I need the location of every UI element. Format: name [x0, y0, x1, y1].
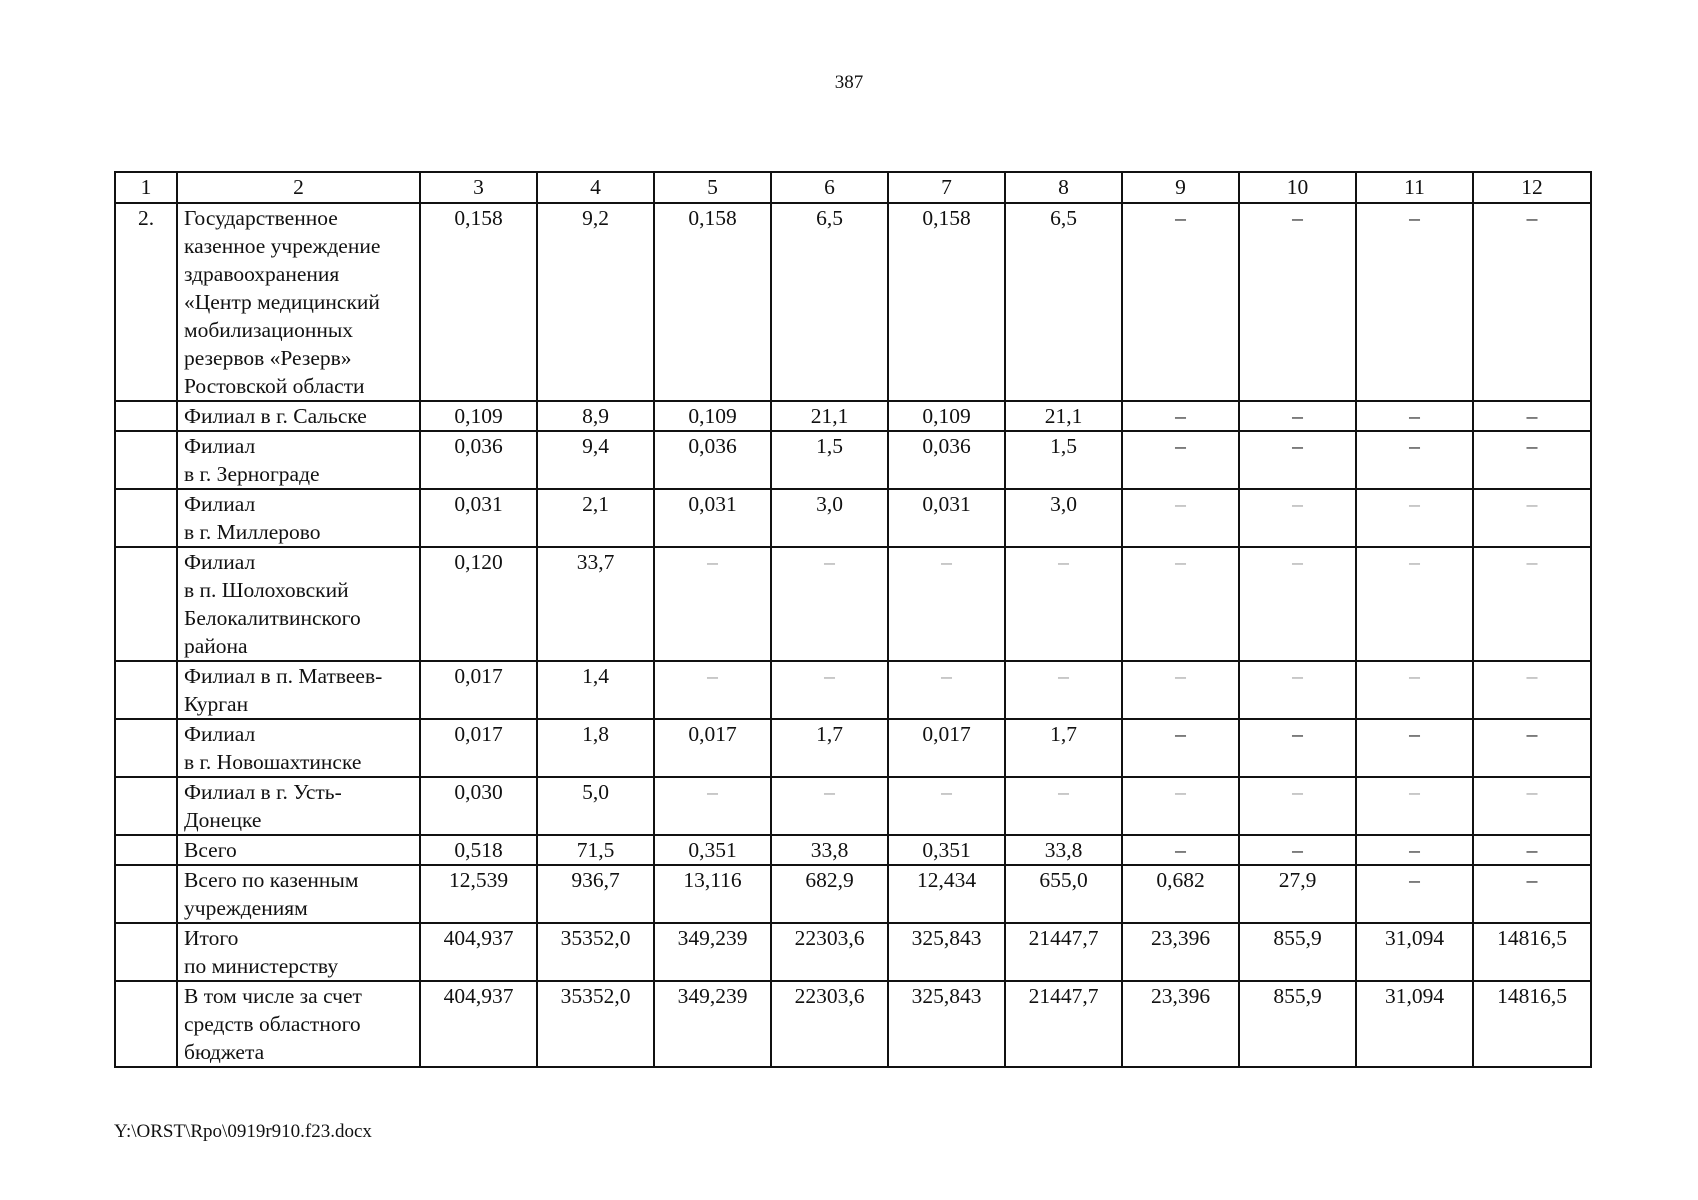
table-row: [115, 401, 1591, 431]
table-row: [115, 489, 1591, 547]
table-row: [115, 203, 1591, 401]
value-cell: 0,031: [888, 489, 1005, 547]
value-cell: 3,0: [771, 489, 888, 547]
value-cell: –: [1239, 489, 1356, 547]
value-cell: 0,158: [420, 203, 537, 401]
table-row: [115, 981, 1591, 1067]
value-cell: 1,4: [537, 661, 654, 719]
value-cell: 0,031: [654, 489, 771, 547]
header-cell: 10: [1239, 172, 1356, 203]
table-row: [115, 777, 1591, 835]
row-name-cell: Всего по казенным учреждениям: [177, 865, 420, 923]
row-name-cell: Итого по министерству: [177, 923, 420, 981]
value-cell: 0,017: [420, 719, 537, 777]
value-cell: 3,0: [1005, 489, 1122, 547]
value-cell: –: [771, 547, 888, 661]
value-cell: 71,5: [537, 835, 654, 865]
table-body: [115, 172, 1591, 1067]
value-cell: 0,017: [420, 661, 537, 719]
value-cell: –: [1122, 547, 1239, 661]
header-cell: 7: [888, 172, 1005, 203]
value-cell: –: [1473, 865, 1591, 923]
value-cell: –: [888, 661, 1005, 719]
value-cell: 35352,0: [537, 923, 654, 981]
value-cell: 404,937: [420, 923, 537, 981]
value-cell: 21447,7: [1005, 923, 1122, 981]
value-cell: 1,5: [771, 431, 888, 489]
row-name-cell: Филиал в г. Миллерово: [177, 489, 420, 547]
row-number-cell: [115, 401, 177, 431]
value-cell: 0,017: [654, 719, 771, 777]
value-cell: 31,094: [1356, 923, 1473, 981]
row-name-cell: Филиал в г. Усть- Донецке: [177, 777, 420, 835]
row-number-cell: [115, 981, 177, 1067]
value-cell: –: [1473, 719, 1591, 777]
value-cell: 31,094: [1356, 981, 1473, 1067]
value-cell: 33,8: [1005, 835, 1122, 865]
value-cell: 0,031: [420, 489, 537, 547]
header-cell: 3: [420, 172, 537, 203]
table-row: [115, 835, 1591, 865]
value-cell: –: [1122, 719, 1239, 777]
value-cell: 0,109: [888, 401, 1005, 431]
value-cell: 0,158: [888, 203, 1005, 401]
value-cell: –: [1122, 489, 1239, 547]
row-name-cell: Филиал в г. Зернограде: [177, 431, 420, 489]
value-cell: 23,396: [1122, 923, 1239, 981]
value-cell: –: [1122, 661, 1239, 719]
value-cell: –: [1356, 719, 1473, 777]
table-row: [115, 431, 1591, 489]
header-cell: 12: [1473, 172, 1591, 203]
value-cell: –: [1473, 835, 1591, 865]
row-number-cell: [115, 719, 177, 777]
value-cell: –: [888, 777, 1005, 835]
value-cell: 0,351: [888, 835, 1005, 865]
table-row: [115, 661, 1591, 719]
value-cell: –: [888, 547, 1005, 661]
value-cell: 0,036: [420, 431, 537, 489]
header-cell: 6: [771, 172, 888, 203]
value-cell: –: [1473, 431, 1591, 489]
value-cell: 12,539: [420, 865, 537, 923]
value-cell: –: [1356, 489, 1473, 547]
value-cell: –: [1239, 835, 1356, 865]
value-cell: 33,8: [771, 835, 888, 865]
value-cell: –: [1356, 401, 1473, 431]
header-cell: 11: [1356, 172, 1473, 203]
value-cell: 855,9: [1239, 981, 1356, 1067]
value-cell: –: [1239, 661, 1356, 719]
value-cell: 8,9: [537, 401, 654, 431]
value-cell: 404,937: [420, 981, 537, 1067]
value-cell: 35352,0: [537, 981, 654, 1067]
value-cell: 682,9: [771, 865, 888, 923]
value-cell: –: [1356, 547, 1473, 661]
value-cell: 0,109: [420, 401, 537, 431]
value-cell: 6,5: [1005, 203, 1122, 401]
value-cell: 655,0: [1005, 865, 1122, 923]
value-cell: –: [1005, 777, 1122, 835]
value-cell: –: [1239, 719, 1356, 777]
value-cell: 349,239: [654, 923, 771, 981]
value-cell: –: [1122, 777, 1239, 835]
value-cell: –: [654, 661, 771, 719]
header-cell: 2: [177, 172, 420, 203]
value-cell: –: [1473, 489, 1591, 547]
value-cell: 21,1: [1005, 401, 1122, 431]
row-name-cell: Филиал в г. Сальске: [177, 401, 420, 431]
table-header-row: [115, 172, 1591, 203]
row-name-cell: Филиал в г. Новошахтинске: [177, 719, 420, 777]
value-cell: 14816,5: [1473, 923, 1591, 981]
table-row: [115, 547, 1591, 661]
row-number-cell: [115, 923, 177, 981]
row-number-cell: [115, 489, 177, 547]
value-cell: 9,4: [537, 431, 654, 489]
value-cell: 1,7: [771, 719, 888, 777]
value-cell: –: [654, 547, 771, 661]
value-cell: 6,5: [771, 203, 888, 401]
table-row: [115, 865, 1591, 923]
value-cell: 33,7: [537, 547, 654, 661]
row-name-cell: Филиал в п. Шолоховский Белокалитвинского района: [177, 547, 420, 661]
value-cell: –: [1239, 431, 1356, 489]
row-number-cell: [115, 835, 177, 865]
value-cell: –: [1239, 547, 1356, 661]
value-cell: 0,017: [888, 719, 1005, 777]
row-number-cell: [115, 865, 177, 923]
value-cell: 13,116: [654, 865, 771, 923]
row-number-cell: 2.: [115, 203, 177, 401]
value-cell: –: [1473, 203, 1591, 401]
value-cell: –: [1122, 203, 1239, 401]
header-cell: 9: [1122, 172, 1239, 203]
value-cell: 325,843: [888, 923, 1005, 981]
row-name-cell: Всего: [177, 835, 420, 865]
value-cell: 1,8: [537, 719, 654, 777]
value-cell: 0,030: [420, 777, 537, 835]
row-number-cell: [115, 431, 177, 489]
value-cell: 349,239: [654, 981, 771, 1067]
value-cell: 9,2: [537, 203, 654, 401]
row-name-cell: Государственное казенное учреждение здравоохранения «Центр медицинский мобилизационных резервов «Резерв» Ростовской области: [177, 203, 420, 401]
value-cell: 22303,6: [771, 923, 888, 981]
value-cell: –: [771, 777, 888, 835]
value-cell: 1,5: [1005, 431, 1122, 489]
value-cell: –: [1356, 431, 1473, 489]
page-number: 387: [834, 72, 864, 93]
value-cell: –: [1239, 203, 1356, 401]
header-cell: 5: [654, 172, 771, 203]
row-name-cell: Филиал в п. Матвеев- Курган: [177, 661, 420, 719]
value-cell: –: [1356, 777, 1473, 835]
value-cell: –: [771, 661, 888, 719]
value-cell: –: [1239, 401, 1356, 431]
value-cell: –: [654, 777, 771, 835]
value-cell: –: [1122, 431, 1239, 489]
value-cell: 0,036: [888, 431, 1005, 489]
value-cell: 855,9: [1239, 923, 1356, 981]
value-cell: 12,434: [888, 865, 1005, 923]
value-cell: 22303,6: [771, 981, 888, 1067]
value-cell: 1,7: [1005, 719, 1122, 777]
value-cell: 5,0: [537, 777, 654, 835]
value-cell: –: [1005, 547, 1122, 661]
value-cell: 21,1: [771, 401, 888, 431]
value-cell: –: [1473, 777, 1591, 835]
value-cell: 2,1: [537, 489, 654, 547]
row-number-cell: [115, 547, 177, 661]
value-cell: –: [1356, 203, 1473, 401]
data-table: [114, 171, 1592, 1068]
value-cell: 23,396: [1122, 981, 1239, 1067]
value-cell: –: [1356, 661, 1473, 719]
row-number-cell: [115, 777, 177, 835]
value-cell: 0,109: [654, 401, 771, 431]
value-cell: –: [1005, 661, 1122, 719]
value-cell: 0,120: [420, 547, 537, 661]
header-cell: 4: [537, 172, 654, 203]
value-cell: 27,9: [1239, 865, 1356, 923]
value-cell: 0,158: [654, 203, 771, 401]
value-cell: –: [1239, 777, 1356, 835]
table-row: [115, 923, 1591, 981]
value-cell: 0,682: [1122, 865, 1239, 923]
value-cell: –: [1473, 661, 1591, 719]
header-cell: 1: [115, 172, 177, 203]
value-cell: –: [1122, 835, 1239, 865]
value-cell: –: [1473, 401, 1591, 431]
value-cell: 0,518: [420, 835, 537, 865]
header-cell: 8: [1005, 172, 1122, 203]
value-cell: 0,036: [654, 431, 771, 489]
value-cell: –: [1356, 835, 1473, 865]
value-cell: 0,351: [654, 835, 771, 865]
footer-file-path: Y:\ORST\Rpo\0919r910.f23.docx: [114, 1121, 372, 1142]
value-cell: 325,843: [888, 981, 1005, 1067]
value-cell: 14816,5: [1473, 981, 1591, 1067]
value-cell: –: [1473, 547, 1591, 661]
value-cell: –: [1122, 401, 1239, 431]
value-cell: 936,7: [537, 865, 654, 923]
value-cell: 21447,7: [1005, 981, 1122, 1067]
table-row: [115, 719, 1591, 777]
value-cell: –: [1356, 865, 1473, 923]
row-number-cell: [115, 661, 177, 719]
row-name-cell: В том числе за счет средств областного бюджета: [177, 981, 420, 1067]
